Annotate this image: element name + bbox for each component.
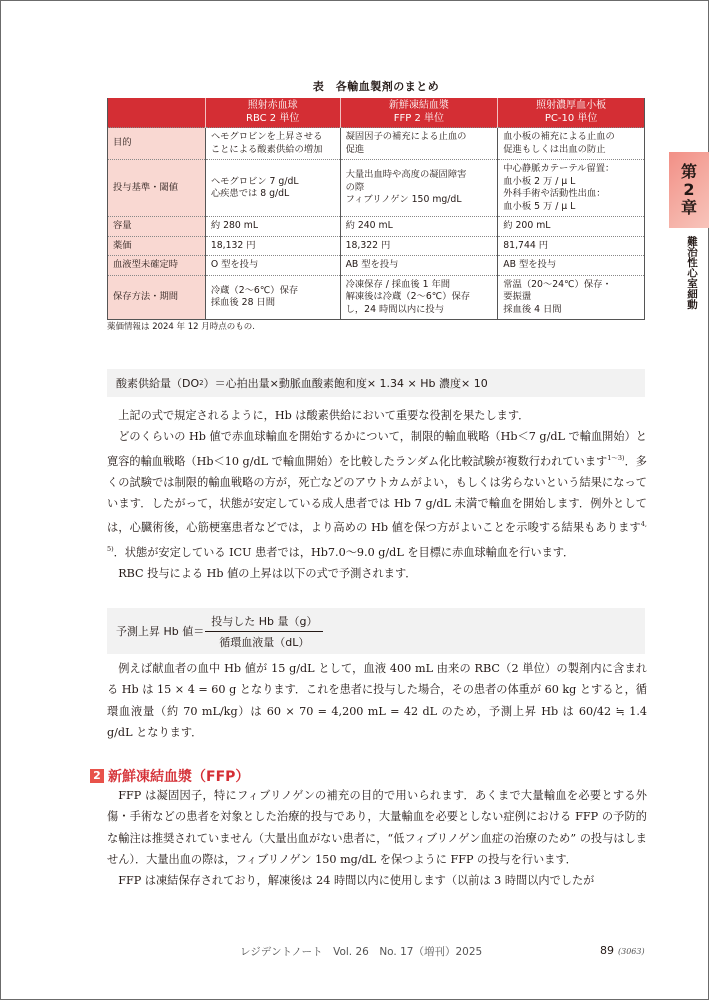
cell-pc xyxy=(498,128,645,160)
cell-line: 81,744 円 xyxy=(503,239,549,251)
cell-line: 冷蔵（2～6℃）保存 xyxy=(210,284,299,296)
cell-pc xyxy=(498,217,645,237)
paragraph: 上記の式で規定されるように，Hb は酸素供給において重要な役割を果たします． xyxy=(118,409,530,422)
fraction xyxy=(205,613,323,650)
paragraph: RBC 投与による Hb 値の上昇は以下の式で予測されます． xyxy=(118,567,417,581)
header-rbc: 照射赤血球 RBC 2 単位 xyxy=(205,98,340,128)
cell-line: フィブリノゲン 150 mg/dL xyxy=(345,194,462,206)
cell-pc xyxy=(498,236,645,256)
body-text-1 xyxy=(107,405,647,584)
table-row xyxy=(108,236,645,256)
cell-ffp xyxy=(340,236,498,256)
cell-rbc xyxy=(205,160,340,217)
cell-line: 要振盪 xyxy=(503,291,532,302)
paragraph: 例えば献血者の血中 Hb 値が 15 g/dL として，血液 400 mL 由来の RBC（2 単位）の製剤内に含まれる Hb は 15 × 4 = 60 g となります．これを患者に投与した場合，その患者の体重が 60 kg とすると，循環血液量（約 70 mL/kg）は 60 × 70 = 4,200 mL = 42 dL のため，予測上昇 Hb は 60/42 ≒ 1.4 g/dL となります． xyxy=(107,662,647,739)
table-row xyxy=(108,275,645,320)
cell-pc xyxy=(498,256,645,276)
cell-ffp xyxy=(340,160,498,217)
cell-line: 約 280 mL xyxy=(210,220,259,231)
cell-ffp xyxy=(340,217,498,237)
cell-line: 約 200 mL xyxy=(503,220,551,231)
table-row xyxy=(108,217,645,237)
row-header: 保存方法・期間 xyxy=(108,275,206,320)
header-ffp: 新鮮凍結血漿 FFP 2 単位 xyxy=(340,98,498,128)
oxygen-delivery-formula: 酸素供給量（DO 2 ）＝心拍出量×動脈血酸素飽和度× 1.34 × Hb 濃度× 10 xyxy=(107,369,645,397)
row-header: 薬価 xyxy=(108,236,206,256)
cell-line: 血小板 2 万 / μ L xyxy=(503,175,576,187)
body-text-3 xyxy=(107,785,647,891)
paragraph: どのくらいの Hb 値で赤血球輸血を開始するかについて，制限的輸血戦略（Hb＜7 g/dL で輸血開始）と寛容的輸血戦略（Hb＜10 g/dL で輸血開始）を比較したランダム化比較試験が複数行われています$^{1\sim 3)}$．多くの試験では制限的輸血戦略の方が，死亡などのアウトカムがよい，もしくは劣らないという結果になっています．したがって，状態が安定している成人患者では Hb 7 g/dL 未満で輸血を開始します．例外としては，心臓術後，心筋梗塞患者などでは，より高めの Hb 値を保つ方がよいことを示唆する結果もあります$^{4, 5)}$．状態が安定している ICU 患者では，Hb7.0～9.0 g/dL を目標に赤血球輸血を行います． xyxy=(107,430,647,559)
cell-rbc xyxy=(205,236,340,256)
cell-line: 中心静脈カテーテル留置： xyxy=(503,163,615,174)
table-header-row xyxy=(108,98,645,128)
chapter-char: 章 xyxy=(680,198,697,217)
cell-line: O 型を投与 xyxy=(210,259,259,270)
paragraph: FFP は凍結保存されており，解凍後は 24 時間以内に使用します（以前は 3 時間以内でしたが xyxy=(118,874,595,888)
blood-products-table xyxy=(107,98,645,320)
cell-line: 解凍後は冷蔵（2～6℃）保存 xyxy=(345,291,471,302)
section-heading xyxy=(90,766,249,786)
journal-footer: レジデントノート Vol. 26 No. 17（増刊）2025 xyxy=(240,946,483,958)
table-row xyxy=(108,160,645,217)
cell-rbc xyxy=(205,275,340,320)
section-title: 新鮮凍結血漿（FFP） xyxy=(108,769,250,785)
cell-line: AB 型を投与 xyxy=(345,259,399,270)
cell-line: ことによる酸素供給の増加 xyxy=(210,143,323,155)
cell-line: 血小板の補充による止血の xyxy=(503,131,615,142)
cell-line: し，24 時間以内に投与 xyxy=(345,303,445,315)
cell-line: 約 240 mL xyxy=(345,220,393,231)
cell-line: ヘモグロビンを上昇させる xyxy=(210,131,323,142)
cell-line: 冷凍保存 / 採血後 1 年間 xyxy=(345,278,451,290)
cell-line: 採血後 28 日間 xyxy=(210,297,276,309)
cell-ffp xyxy=(340,256,498,276)
cell-rbc xyxy=(205,217,340,237)
table-row xyxy=(108,256,645,276)
fraction-numerator: 投与した Hb 量（g） xyxy=(205,613,323,632)
table-note: 薬価情報は 2024 年 12 月時点のもの. xyxy=(107,322,255,332)
cell-line: 採血後 4 日間 xyxy=(503,303,562,315)
cell-line: 常温（20～24℃）保存・ xyxy=(503,278,612,290)
cell-line: ヘモグロビン 7 g/dL xyxy=(210,175,299,187)
chapter-char: 第 xyxy=(680,162,697,181)
cell-line: の際 xyxy=(345,181,365,193)
row-header: 血液型未確定時 xyxy=(108,256,206,276)
cell-ffp xyxy=(340,275,498,320)
chapter-char: 2 xyxy=(683,180,695,199)
chapter-subtitle: 難治性心室細動 xyxy=(686,236,698,310)
cell-line: 18,322 円 xyxy=(345,239,391,251)
table-title: 表 各輸血製剤のまとめ xyxy=(312,80,440,93)
cell-line: 血小板 5 万 / μ L xyxy=(503,200,576,212)
cell-line: 18,132 円 xyxy=(210,239,256,251)
cell-rbc xyxy=(205,128,340,160)
row-header: 目的 xyxy=(108,128,206,160)
row-header: 投与基準・閾値 xyxy=(108,160,206,217)
cell-ffp xyxy=(340,128,498,160)
cell-line: 外科手術や活動性出血： xyxy=(503,188,606,199)
cell-pc xyxy=(498,160,645,217)
chapter-tab xyxy=(669,152,709,228)
body-text-2 xyxy=(107,658,647,743)
cell-rbc xyxy=(205,256,340,276)
cell-line: 促進 xyxy=(345,143,365,155)
section-number-badge: 2 xyxy=(90,769,104,783)
page-number: 89 (3063) xyxy=(600,944,645,957)
header-empty xyxy=(108,98,206,128)
hb-rise-formula: 予測上昇 Hb 値＝ $\frac{\text{投与した Hb 量（g）}}{\text{循環血液量（dL）}}$ xyxy=(107,608,645,654)
row-header: 容量 xyxy=(108,217,206,237)
table-row xyxy=(108,128,645,160)
cell-line: 心疾患では 8 g/dL xyxy=(210,188,290,199)
header-pc: 照射濃厚血小板 PC-10 単位 xyxy=(498,98,645,128)
cell-pc xyxy=(498,275,645,320)
cell-line: 大量出血時や高度の凝固障害 xyxy=(345,169,467,181)
cell-line: 促進もしくは出血の防止 xyxy=(503,143,606,155)
paragraph: FFP は凝固因子，特にフィブリノゲンの補充の目的で用いられます．あくまで大量輸血を必要とする外傷・手術などの患者を対象とした治療的投与であり，大量輸血を必要としない症例における FFP の予防的な輸注は推奨されていません（大量出血がない患者に，“低フィブリノゲン血症の治療のため” の投与はしません）．大量出血の際は，フィブリノゲン 150 mg/dL を保つように FFP の投与を行います． xyxy=(107,789,647,866)
cell-line: 凝固因子の補充による止血の xyxy=(345,131,467,142)
fraction-denominator: 循環血液量（dL） xyxy=(219,635,310,649)
cell-line: AB 型を投与 xyxy=(503,259,557,270)
